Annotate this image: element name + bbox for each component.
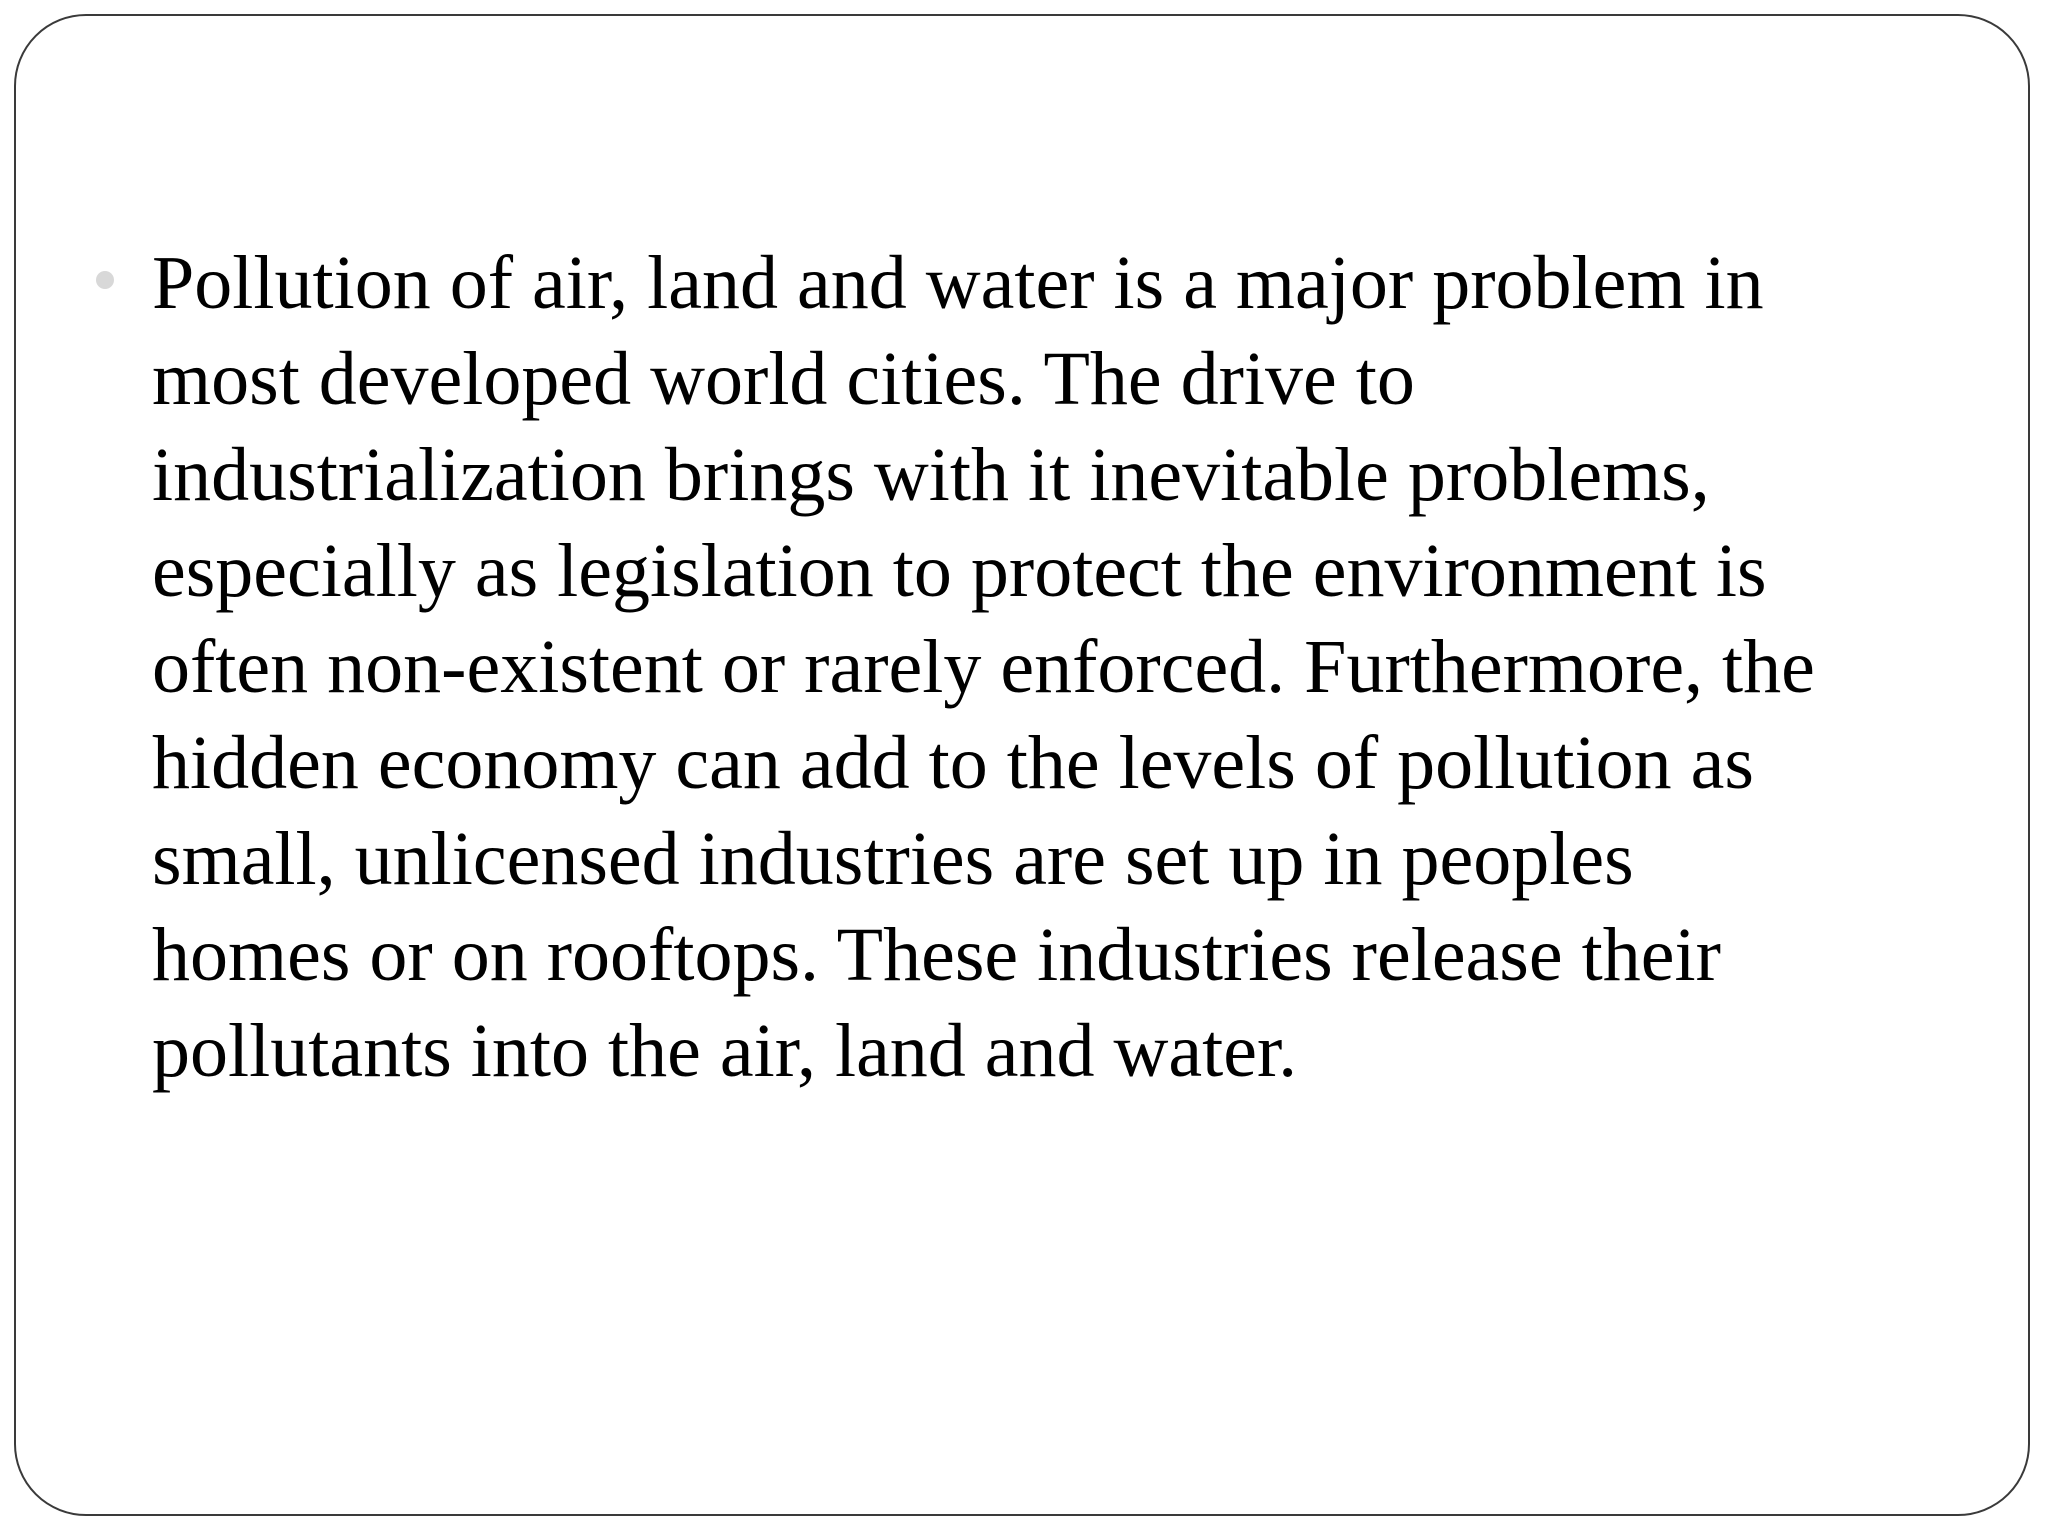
bullet-line: often non-existent or rarely enforced. Furthermore, the bbox=[152, 625, 1815, 709]
bullet-line: small, unlicensed industries are set up in peoples bbox=[152, 817, 1634, 901]
bullet-line: most developed world cities. The drive to bbox=[152, 337, 1415, 421]
bullet-line: homes or on rooftops. These industries release their bbox=[152, 913, 1721, 997]
bullet-line: pollutants into the air, land and water. bbox=[152, 1009, 1298, 1093]
bullet-dot-icon bbox=[96, 271, 114, 289]
bullet-list bbox=[96, 235, 1976, 1099]
bullet-line: Pollution of air, land and water is a major problem in bbox=[152, 241, 1764, 325]
bullet-line: hidden economy can add to the levels of pollution as bbox=[152, 721, 1754, 805]
bullet-item bbox=[96, 235, 1976, 1099]
bullet-line: especially as legislation to protect the environment is bbox=[152, 529, 1767, 613]
bullet-text bbox=[152, 235, 1976, 1099]
bullet-line: industrialization brings with it inevitable problems, bbox=[152, 433, 1710, 517]
